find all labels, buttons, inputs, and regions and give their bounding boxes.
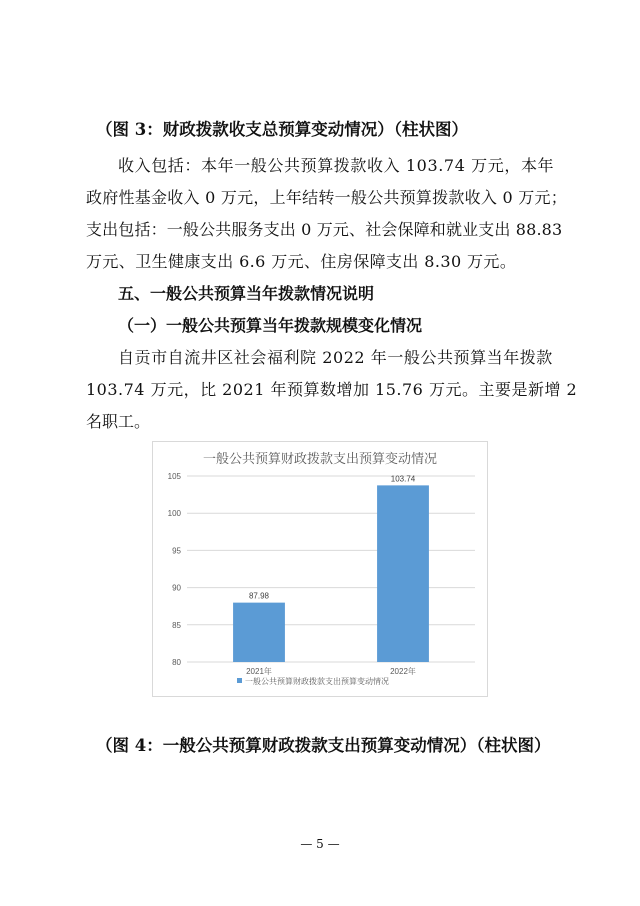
- figure-4-caption: （图 4：一般公共预算财政拨款支出预算变动情况）（柱状图）: [96, 736, 551, 755]
- x-tick-label: 2021年: [246, 667, 272, 676]
- paragraph-line-2: 政府性基金收入 0 万元，上年结转一般公共预算拨款收入 0 万元；: [86, 188, 567, 207]
- y-tick-label: 95: [172, 546, 181, 556]
- legend-label: 一般公共预算财政拨款支出预算变动情况: [245, 677, 389, 686]
- chart-legend: [237, 676, 389, 686]
- chart-title: 一般公共预算财政拨款支出预算变动情况: [202, 452, 438, 467]
- chart-canvas: [153, 442, 487, 696]
- data-label: 103.74: [390, 474, 416, 484]
- section-5-heading: 五、一般公共预算当年拨款情况说明: [118, 284, 375, 303]
- y-tick-label: 85: [172, 620, 181, 630]
- chart-bars: [233, 485, 429, 662]
- section-5-1-heading: （一）一般公共预算当年拨款规模变化情况: [118, 316, 423, 335]
- data-label: 87.98: [248, 591, 270, 601]
- paragraph-line-6: 103.74 万元，比 2021 年预算数增加 15.76 万元。主要是新增 2: [86, 380, 578, 399]
- paragraph-line-4: 万元、卫生健康支出 6.6 万元、住房保障支出 8.30 万元。: [86, 252, 517, 271]
- x-tick-label: 2022年: [390, 667, 416, 676]
- budget-bar-chart: [152, 441, 488, 697]
- bar-2021年: [233, 603, 285, 662]
- page-number: — 5 —: [300, 837, 340, 851]
- paragraph-line-1: 收入包括：本年一般公共预算拨款收入 103.74 万元，本年: [118, 156, 555, 175]
- paragraph-line-3: 支出包括：一般公共服务支出 0 万元、社会保障和就业支出 88.83: [86, 220, 563, 239]
- figure-3-caption: （图 3：财政拨款收支总预算变动情况）（柱状图）: [96, 120, 468, 139]
- legend-swatch: [237, 678, 242, 683]
- paragraph-line-7: 名职工。: [86, 412, 151, 431]
- paragraph-line-5: 自贡市自流井区社会福利院 2022 年一般公共预算当年拨款: [118, 348, 553, 367]
- y-tick-label: 80: [172, 658, 181, 667]
- chart-grid: [187, 476, 475, 662]
- y-tick-label: 100: [167, 509, 181, 519]
- y-tick-label: 105: [167, 472, 181, 481]
- y-tick-label: 90: [172, 583, 181, 593]
- bar-2022年: [377, 485, 429, 662]
